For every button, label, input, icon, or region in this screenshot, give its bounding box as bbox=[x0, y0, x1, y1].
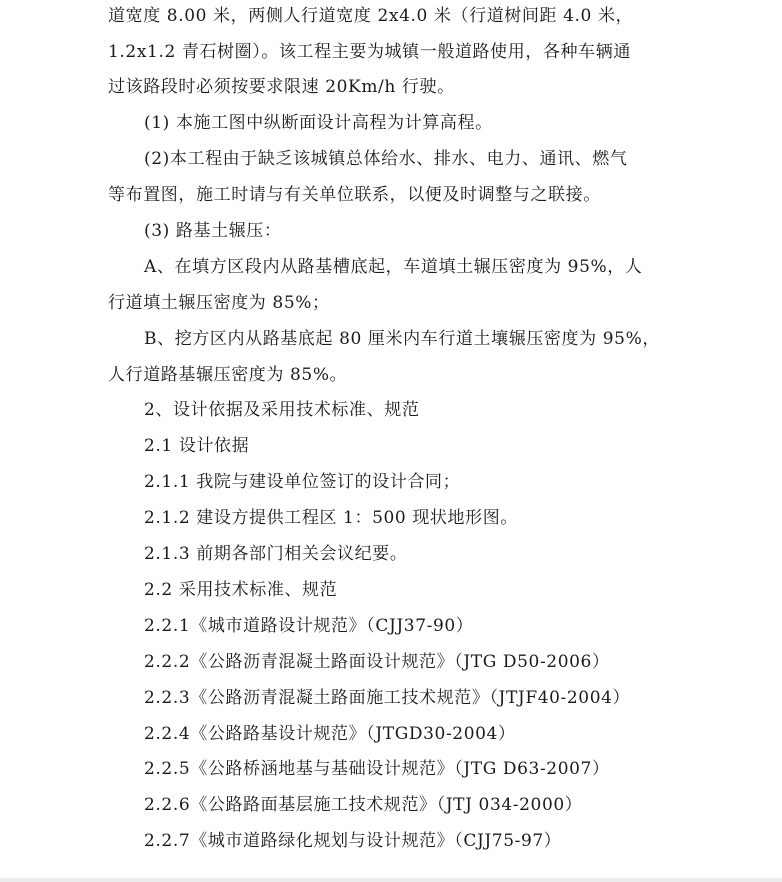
text-line: B、挖方区内从路基底起 80 厘米内车行道土壤辗压密度为 95%， bbox=[144, 329, 660, 349]
page-bottom-edge bbox=[0, 878, 782, 882]
text-line: A、在填方区段内从路基槽底起，车道填土辗压密度为 95%，人 bbox=[144, 257, 643, 277]
text-line: 1.2x1.2 青石树圈）。该工程主要为城镇一般道路使用，各种车辆通 bbox=[108, 42, 631, 62]
list-item: 2.2.6《公路路面基层施工技术规范》（JTJ 034-2000） bbox=[144, 795, 583, 815]
text-line: (1) 本施工图中纵断面设计高程为计算高程。 bbox=[144, 113, 493, 133]
list-item: 2.2.3《公路沥青混凝土路面施工技术规范》（JTJF40-2004） bbox=[144, 688, 631, 708]
list-item: 2.2.5《公路桥涵地基与基础设计规范》（JTG D63-2007） bbox=[144, 759, 610, 779]
list-item: 2.1.3 前期各部门相关会议纪要。 bbox=[144, 544, 408, 564]
text-line: (3) 路基土辗压： bbox=[144, 221, 282, 241]
list-item: 2.1.2 建设方提供工程区 1：500 现状地形图。 bbox=[144, 508, 518, 528]
text-line: 行道填土辗压密度为 85%； bbox=[108, 293, 330, 313]
subsection-heading: 2.1 设计依据 bbox=[144, 436, 250, 456]
list-item: 2.2.7《城市道路绿化规划与设计规范》（CJJ75-97） bbox=[144, 831, 562, 851]
list-item: 2.2.1《城市道路设计规范》（CJJ37-90） bbox=[144, 616, 474, 636]
list-item: 2.2.4《公路路基设计规范》（JTGD30-2004） bbox=[144, 724, 516, 744]
subsection-heading: 2.2 采用技术标准、规范 bbox=[144, 580, 338, 600]
text-line: 等布置图，施工时请与有关单位联系，以便及时调整与之联接。 bbox=[108, 185, 601, 205]
section-heading: 2、设计依据及采用技术标准、规范 bbox=[144, 400, 420, 420]
list-item: 2.1.1 我院与建设单位签订的设计合同； bbox=[144, 472, 461, 492]
text-line: (2)本工程由于缺乏该城镇总体给水、排水、电力、通讯、燃气 bbox=[144, 149, 628, 169]
text-line: 道宽度 8.00 米，两侧人行道宽度 2x4.0 米（行道树间距 4.0 米， bbox=[108, 6, 634, 26]
text-line: 过该路段时必须按要求限速 20Km/h 行驶。 bbox=[108, 77, 455, 97]
text-line: 人行道路基辗压密度为 85%。 bbox=[108, 365, 348, 385]
list-item: 2.2.2《公路沥青混凝土路面设计规范》（JTG D50-2006） bbox=[144, 652, 610, 672]
